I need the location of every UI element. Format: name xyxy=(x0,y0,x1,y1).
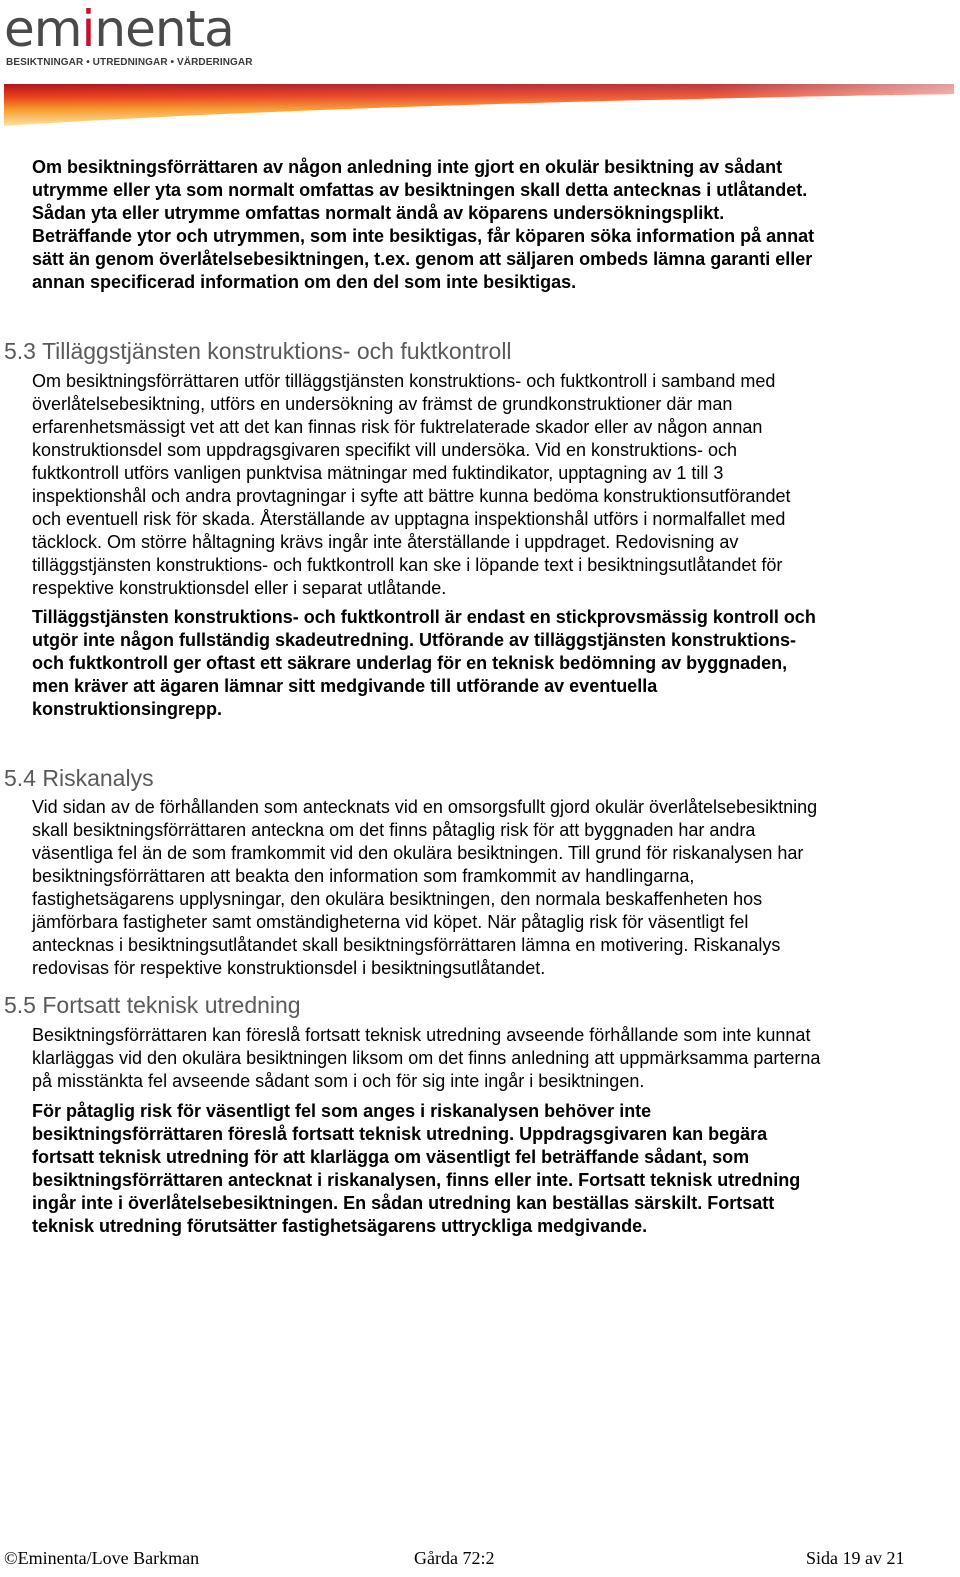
section-5-3-note xyxy=(32,606,912,721)
section-5-5 xyxy=(32,1024,912,1093)
footer-copyright: ©Eminenta/Love Barkman xyxy=(4,1548,200,1568)
section-5-4 xyxy=(32,796,912,980)
logo-wordmark xyxy=(4,2,234,56)
section-5-3-body: Om besiktningsförrättaren utför tilläggstjänsten konstruktions- och fuktkontroll i samband med överlåtelsebesiktning, utförs en undersökning av främst de grundkonstruktioner där man erfarenhetsmässigt vet att det kan finnas risk för fuktrelaterade skador eller av någon annan konstruktionsdel som uppdragsgivaren specifikt vill undersöka. Vid en konstruktions- och fuktkontroll utförs vanligen punktvisa mätningar med fuktindikator, upptagning av 1 till 3 inspektionshål och andra provtagningar i syfte att bättre kunna bedöma konstruktionsutförandet och eventuell risk för skada. Återställande av upptagna inspektionshål utförs i normalfallet med täcklock. Om större håltagning krävs ingår inte återställande i uppdraget. Redovisning av tilläggstjänsten konstruktions- och fuktkontroll kan ske i löpande text i besiktningsutlåtandet för respektive konstruktionsdel eller i separat utlåtande. xyxy=(32,371,791,598)
intro-section xyxy=(32,156,912,294)
section-heading-5-3: 5.3 Tilläggstjänsten konstruktions- och fuktkontroll xyxy=(4,338,512,364)
section-5-4-body: Vid sidan av de förhållanden som antecknats vid en omsorgsfullt gjord okulär överlåtelsebesiktning skall besiktningsförrättaren anteckna om det finns påtaglig risk för att byggnaden har andra väsentliga fel än de som framkommit vid den okulära besiktningen. Till grund för riskanalysen har besiktningsförrättaren att beakta den information som framkommit av handlingarna, fastighetsägarens upplysningar, den okulära besiktningen, den normala beskaffenheten hos jämförbara fastigheter samt omständigheterna vid köpet. När påtaglig risk för väsentligt fel antecknas i besiktningsutlåtandet skall besiktningsförrättaren lämna en motivering. Riskanalys redovisas för respektive konstruktionsdel i besiktningsutlåtandet. xyxy=(32,797,818,978)
section-5-5-emphasis: För påtaglig risk för väsentligt fel som anges i riskanalysen behöver inte besiktningsförrättaren föreslå fortsatt teknisk utredning. Uppdragsgivaren kan begära fortsatt teknisk utredning för att klarlägga om väsentligt fel beträffande sådant, som besiktningsförrättaren antecknat i riskanalysen, finns eller inte. Fortsatt teknisk utredning ingår inte i överlåtelsebesiktningen. En sådan utredning kan beställas särskilt. Fortsatt teknisk utredning förutsätter fastighetsägarens uttryckliga medgivande. xyxy=(32,1101,801,1236)
footer-page-number: Sida 19 av 21 xyxy=(806,1548,905,1568)
logo-wordmark-text: eminenta xyxy=(4,0,234,58)
logo-accent-letter: i xyxy=(81,0,95,58)
header-band-fade xyxy=(4,84,954,126)
intro-paragraph: Om besiktningsförrättaren av någon anledning inte gjort en okulär besiktning av sådant utrymme eller yta som normalt omfattas av besiktningen skall detta antecknas i utlåtandet. Sådan yta eller utrymme omfattas normalt ändå av köparens undersökningsplikt. Beträffande ytor och utrymmen, som inte besiktigas, får köparen söka information på annat sätt än genom överlåtelsebesiktningen, t.ex. genom att säljaren ombeds lämna garanti eller annan specificerad information om den del som inte besiktigas. xyxy=(32,157,815,292)
section-5-5-body: Besiktningsförrättaren kan föreslå fortsatt teknisk utredning avseende förhållande som inte kunnat klarläggas vid den okulära besiktningen liksom om det finns anledning att uppmärksamma parterna på misstänkta fel avseende sådant som i och för sig inte ingår i besiktningen. xyxy=(32,1025,821,1091)
section-5-3-emphasis: Tilläggstjänsten konstruktions- och fuktkontroll är endast en stickprovsmässig kontroll och utgör inte någon fullständig skadeutredning. Utförande av tilläggstjänsten konstruktions- och fuktkontroll ger oftast ett säkrare underlag för en teknisk bedömning av byggnaden, men kräver att ägaren lämnar sitt medgivande till utförande av eventuella konstruktionsingrepp. xyxy=(32,607,816,719)
section-heading-5-4: 5.4 Riskanalys xyxy=(4,765,154,791)
section-5-3 xyxy=(32,370,912,600)
header-color-band xyxy=(4,84,954,126)
logo-tagline: BESIKTNINGAR • UTREDNINGAR • VÄRDERINGAR xyxy=(6,57,253,68)
footer-property: Gårda 72:2 xyxy=(414,1548,495,1568)
section-5-5-note xyxy=(32,1100,912,1238)
company-logo xyxy=(4,0,253,72)
page-footer xyxy=(0,1548,960,1570)
section-heading-5-5: 5.5 Fortsatt teknisk utredning xyxy=(4,992,301,1018)
